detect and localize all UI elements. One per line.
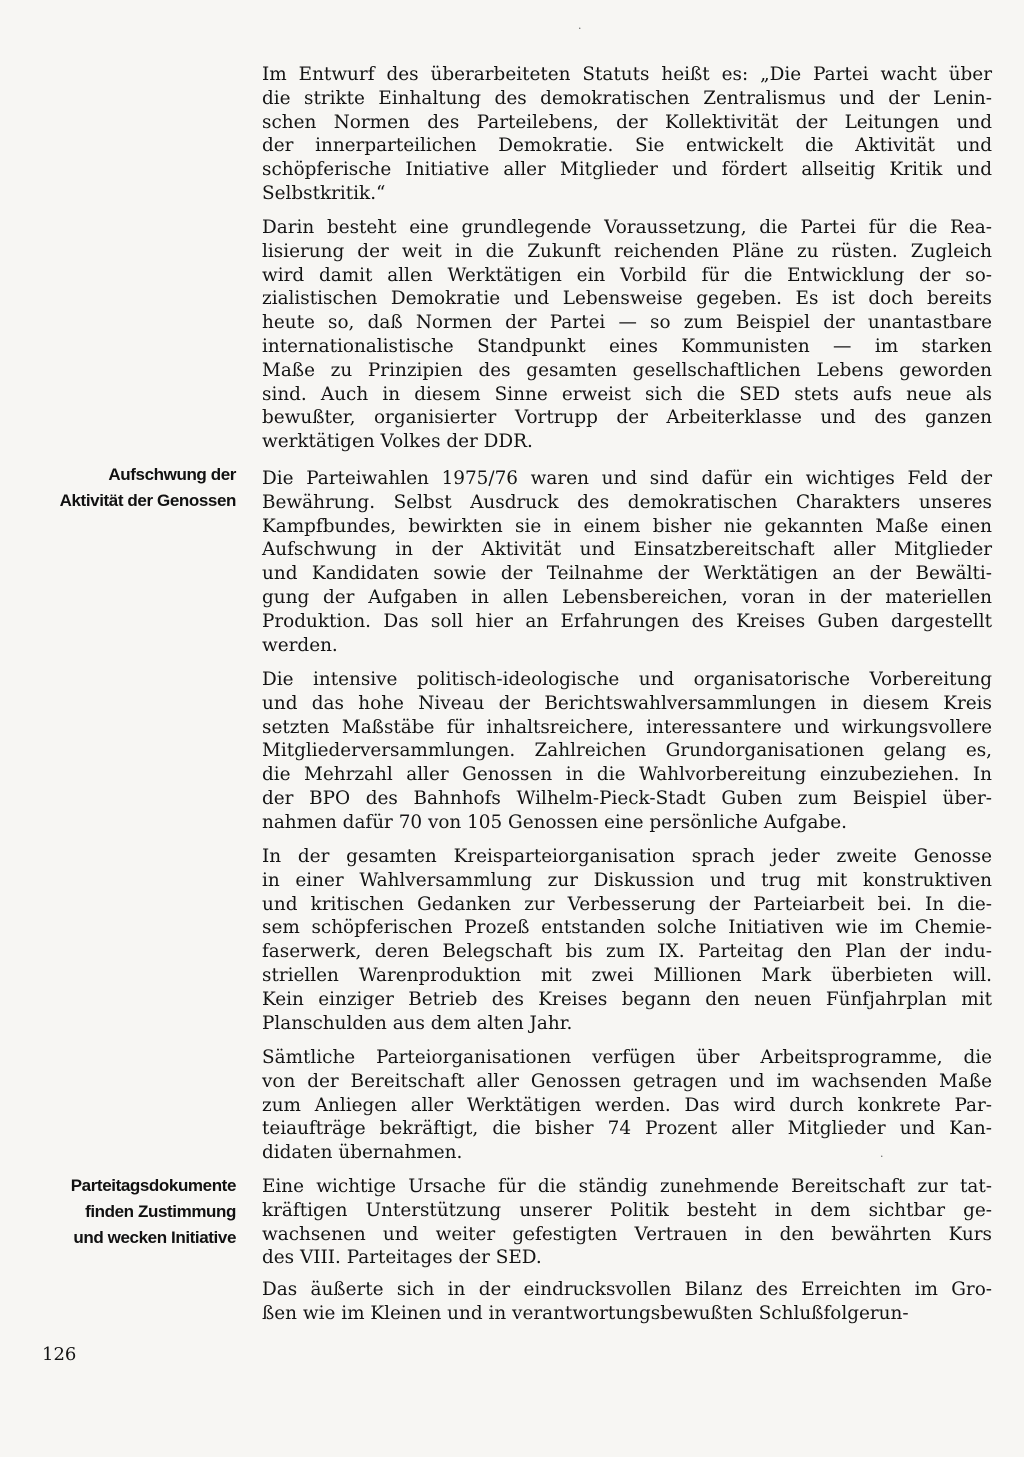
- text-line: Im Entwurf des überarbeiteten Statuts heißt es: „Die Partei wacht über: [262, 64, 992, 85]
- text-line: und kritischen Gedanken zur Verbesserung der Parteiarbeit bei. In die-: [262, 893, 992, 915]
- text-line: Mitgliederversammlungen. Zahlreichen Grundorganisationen gelang es,: [262, 740, 992, 762]
- text-line: faserwerk, deren Belegschaft bis zum IX. Parteitag den Plan der indu-: [262, 941, 992, 963]
- scan-speck: ·: [880, 1150, 884, 1163]
- text-line: schöpferische Initiative aller Mitglieder und fördert allseitig Kritik und: [262, 159, 992, 181]
- margin-heading-line: Parteitagsdokumente: [70, 1176, 236, 1195]
- margin-heading-line: Aufschwung der: [108, 465, 236, 484]
- text-line: Planschulden aus dem alten Jahr.: [262, 1012, 573, 1034]
- text-line: Das äußerte sich in der eindrucksvollen Bilanz des Erreichten im Gro-: [262, 1279, 992, 1300]
- text-line: didaten übernahmen.: [262, 1142, 463, 1164]
- text-line: werktätigen Volkes der DDR.: [262, 431, 533, 453]
- margin-heading: [40, 462, 236, 514]
- text-line: striellen Warenproduktion mit zwei Millionen Mark überbieten will.: [262, 964, 992, 986]
- text-line: nahmen dafür 70 von 105 Genossen eine persönliche Aufgabe.: [262, 811, 847, 833]
- margin-heading-line: und wecken Initiative: [73, 1228, 236, 1247]
- text-line: ßen wie im Kleinen und in verantwortungsbewußten Schlußfolgerun-: [262, 1302, 909, 1324]
- paragraph: [262, 668, 992, 835]
- page-number: 126: [42, 1344, 77, 1365]
- text-line: kräftigen Unterstützung unserer Politik besteht in dem sichtbar ge-: [262, 1199, 992, 1221]
- text-line: setzten Maßstäbe für inhaltsreichere, interessantere und wirkungsvollere: [262, 716, 992, 738]
- text-line: In der gesamten Kreisparteiorganisation sprach jeder zweite Genosse: [262, 846, 992, 867]
- text-line: des VIII. Parteitages der SED.: [262, 1247, 542, 1269]
- text-line: bewußter, organisierter Vortrupp der Arbeiterklasse und des ganzen: [262, 407, 992, 429]
- paragraph: [262, 1175, 992, 1270]
- text-line: teiaufträge bekräftigt, die bisher 74 Prozent aller Mitglieder und Kan-: [262, 1118, 992, 1140]
- text-line: lisierung der weit in die Zukunft reichenden Pläne zu rüsten. Zugleich: [262, 240, 992, 262]
- text-line: wird damit allen Werktätigen ein Vorbild für die Entwicklung der so-: [262, 264, 992, 286]
- text-line: Eine wichtige Ursache für die ständig zunehmende Bereitschaft zur tat-: [262, 1176, 992, 1197]
- text-line: werden.: [262, 634, 338, 656]
- text-line: der innerparteilichen Demokratie. Sie entwickelt die Aktivität und: [262, 135, 992, 157]
- text-line: zum Anliegen aller Werktätigen werden. Das wird durch konkrete Par-: [262, 1094, 992, 1116]
- text-line: Kampfbundes, bewirkten sie in einem bisher nie gekannten Maße einen: [262, 515, 992, 537]
- text-line: von der Bereitschaft aller Genossen getragen und im wachsenden Maße: [262, 1070, 992, 1092]
- text-line: und das hohe Niveau der Berichtswahlversammlungen in diesem Kreis: [262, 692, 992, 714]
- paragraph: [262, 845, 992, 1035]
- scan-speck: ·: [578, 22, 582, 35]
- margin-heading-line: Aktivität der Genossen: [59, 491, 236, 510]
- text-line: Bewährung. Selbst Ausdruck des demokratischen Charakters unseres: [262, 491, 992, 513]
- text-line: Sämtliche Parteiorganisationen verfügen über Arbeitsprogramme, die: [262, 1047, 992, 1068]
- text-line: heute so, daß Normen der Partei — so zum Beispiel der unantastbare: [262, 312, 992, 334]
- text-line: der BPO des Bahnhofs Wilhelm-Pieck-Stadt Guben zum Beispiel über-: [262, 787, 992, 809]
- text-line: die strikte Einhaltung des demokratischen Zentralismus und der Lenin-: [262, 87, 992, 109]
- margin-heading: [40, 1173, 236, 1251]
- text-line: sem schöpferischen Prozeß entstanden solche Initiativen wie im Chemie-: [262, 917, 992, 939]
- text-line: gung der Aufgaben in allen Lebensbereichen, voran in der materiellen: [262, 586, 992, 608]
- paragraph: [262, 1278, 992, 1326]
- text-line: in einer Wahlversammlung zur Diskussion und trug mit konstruktiven: [262, 869, 992, 891]
- paragraph: [262, 63, 992, 206]
- text-line: sind. Auch in diesem Sinne erweist sich die SED stets aufs neue als: [262, 383, 992, 405]
- text-line: internationalistische Standpunkt eines Kommunisten — im starken: [262, 335, 992, 357]
- text-line: Darin besteht eine grundlegende Voraussetzung, die Partei für die Rea-: [262, 217, 992, 238]
- text-line: Maße zu Prinzipien des gesamten gesellschaftlichen Lebens geworden: [262, 359, 992, 381]
- text-line: wachsenen und weiter gefestigten Vertrauen in den bewährten Kurs: [262, 1223, 992, 1245]
- paragraph: [262, 467, 992, 657]
- text-line: Produktion. Das soll hier an Erfahrungen des Kreises Guben dargestellt: [262, 610, 992, 632]
- text-line: Kein einziger Betrieb des Kreises begann den neuen Fünfjahrplan mit: [262, 988, 992, 1010]
- text-line: und Kandidaten sowie der Teilnahme der Werktätigen an der Bewälti-: [262, 563, 992, 585]
- margin-heading-line: finden Zustimmung: [85, 1202, 236, 1221]
- text-line: die Mehrzahl aller Genossen in die Wahlvorbereitung einzubeziehen. In: [262, 764, 992, 786]
- text-line: schen Normen des Parteilebens, der Kollektivität der Leitungen und: [262, 111, 992, 133]
- text-line: Selbstkritik.“: [262, 182, 386, 204]
- paragraph: [262, 216, 992, 454]
- text-line: zialistischen Demokratie und Lebensweise gegeben. Es ist doch bereits: [262, 288, 992, 310]
- text-line: Die intensive politisch-ideologische und organisatorische Vorbereitung: [262, 669, 992, 690]
- paragraph: [262, 1046, 992, 1165]
- text-line: Aufschwung in der Aktivität und Einsatzbereitschaft aller Mitglieder: [262, 539, 992, 561]
- text-line: Die Parteiwahlen 1975/76 waren und sind dafür ein wichtiges Feld der: [262, 468, 992, 489]
